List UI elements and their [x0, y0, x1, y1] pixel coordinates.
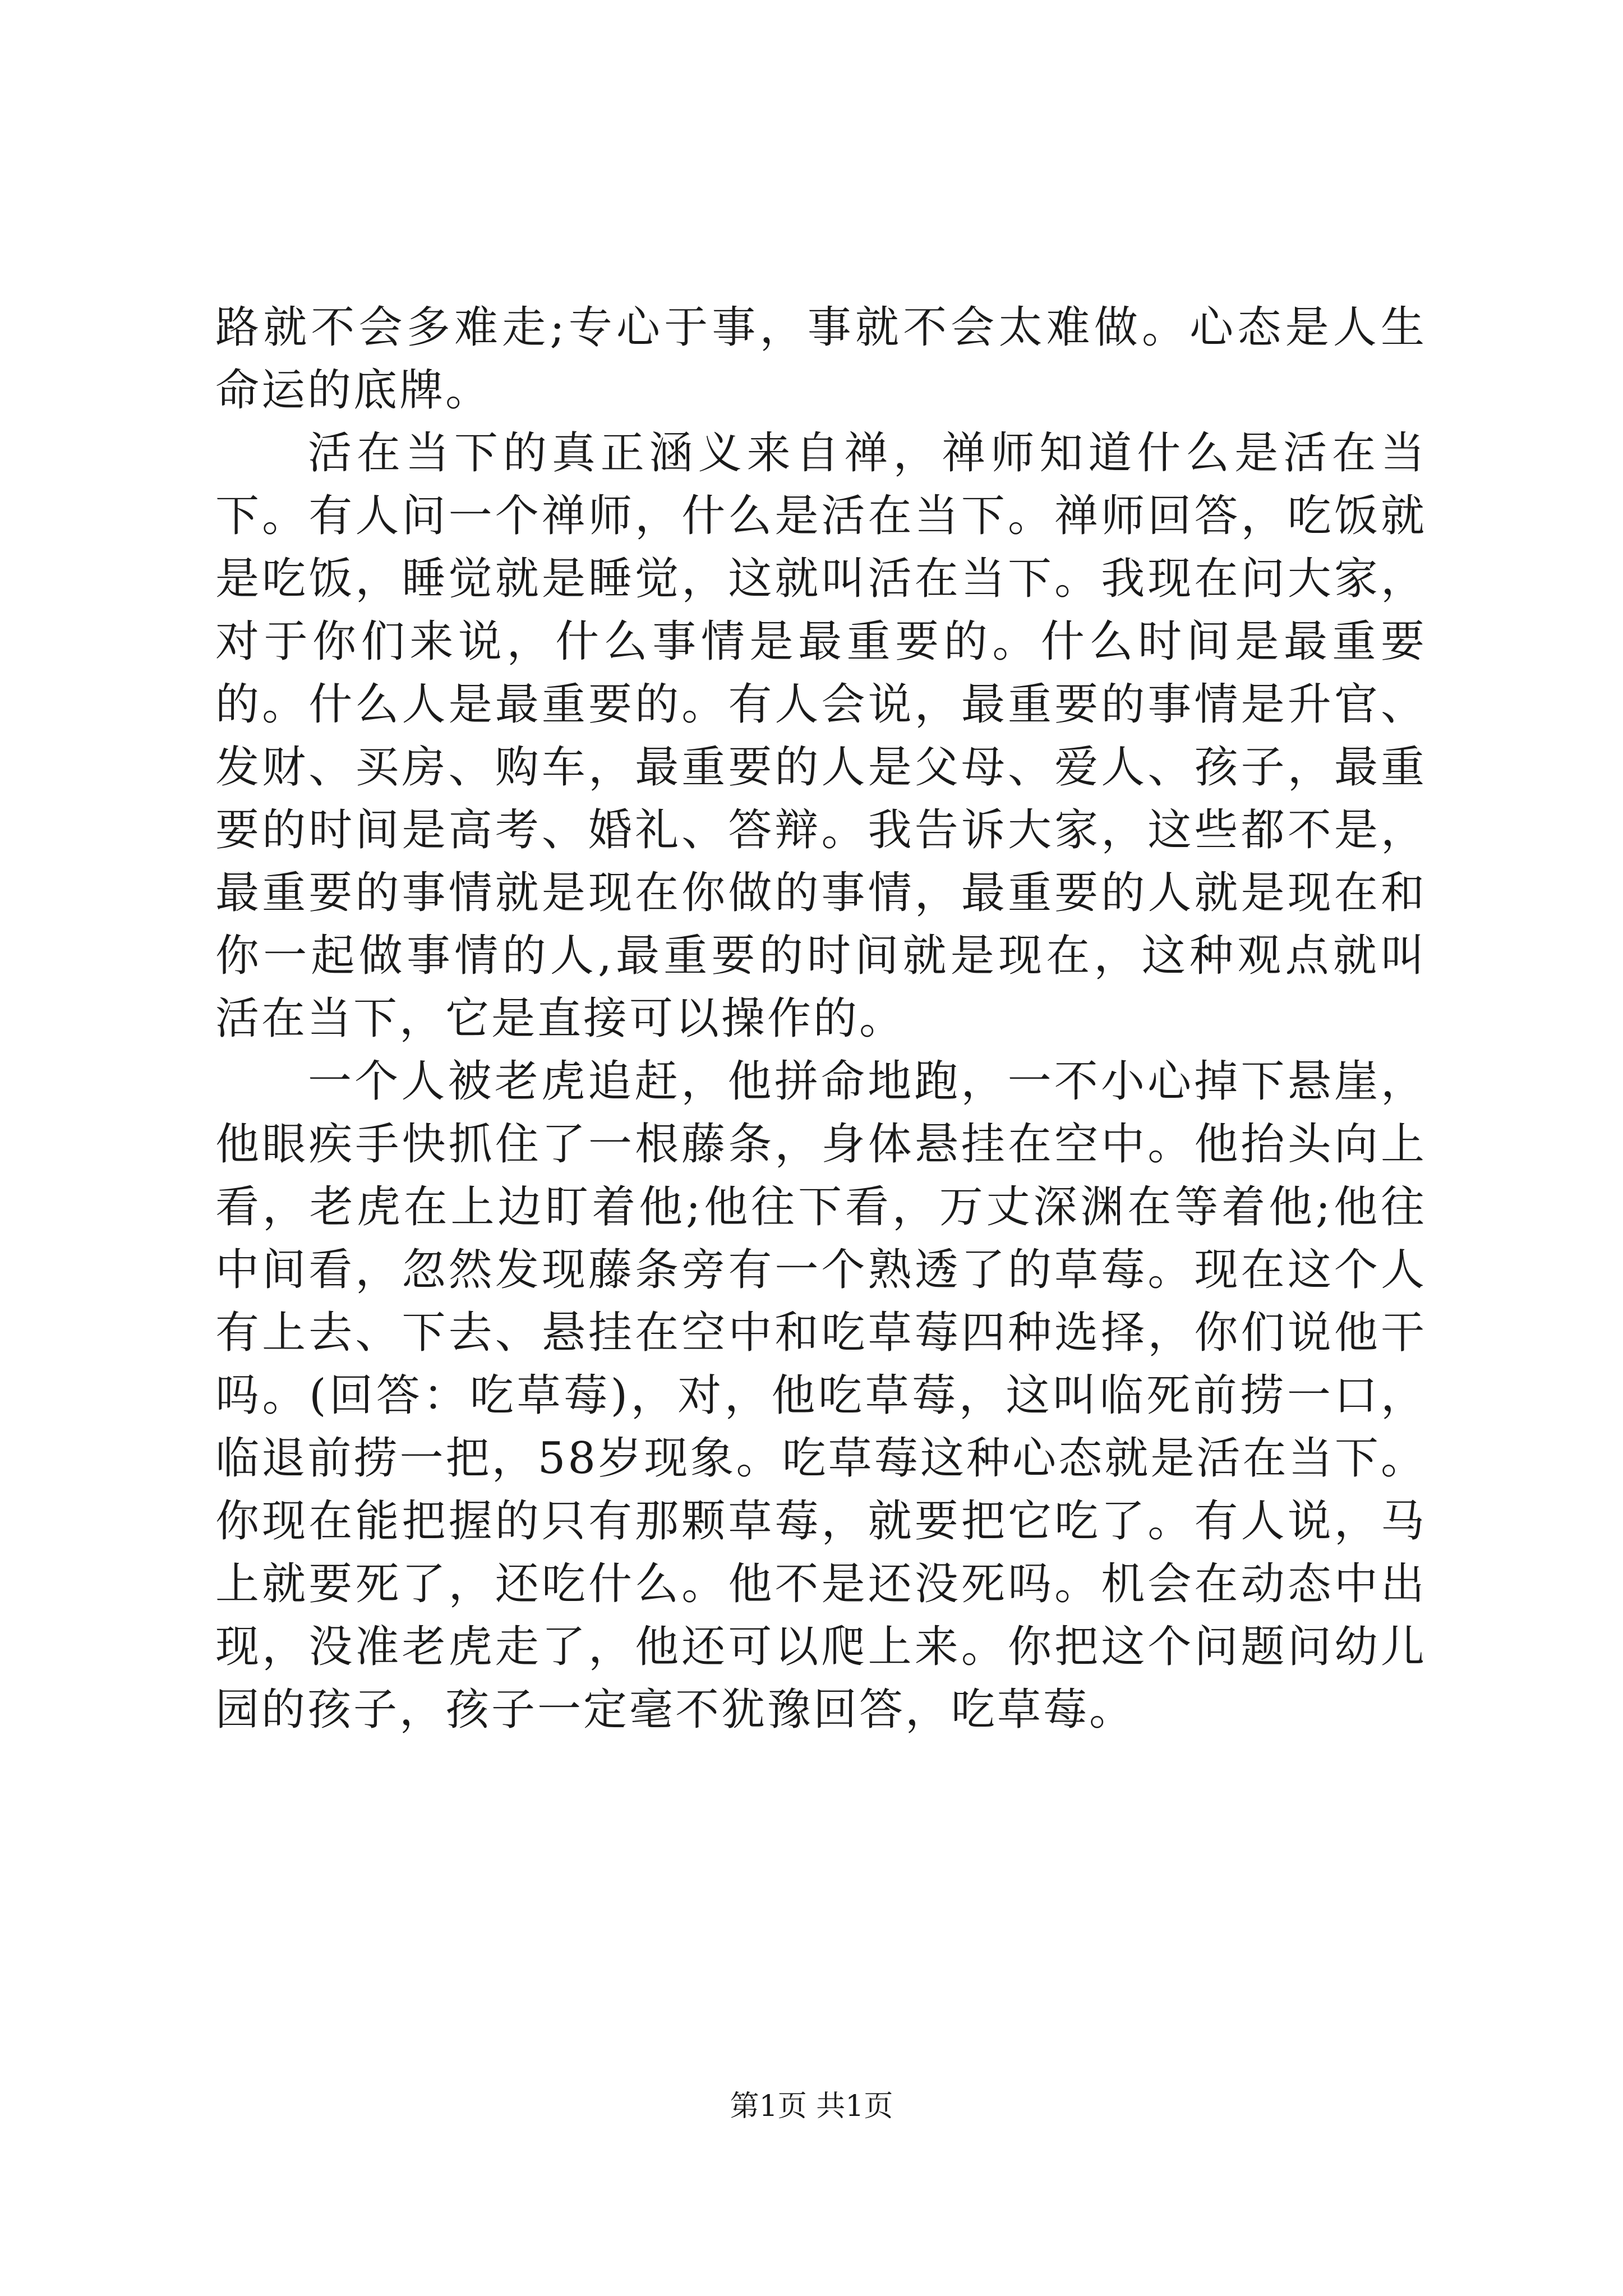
paragraph-living-in-present: 活在当下的真正涵义来自禅，禅师知道什么是活在当下。有人问一个禅师，什么是活在当下。禅师回答，吃饭就是吃饭，睡觉就是睡觉，这就叫活在当下。我现在问大家，对于你们来说，什么事情是最重要的。什么时间是最重要的。什么人是最重要的。有人会说，最重要的事情是升官、发财、买房、购车，最重要的人是父母、爱人、孩子，最重要的时间是高考、婚礼、答辩。我告诉大家，这些都不是，最重要的事情就是现在你做的事情，最重要的人就是现在和你一起做事情的人,最重要的时间就是现在，这种观点就叫活在当下，它是直接可以操作的。	[215, 428, 1427, 1044]
page-number-footer: 第1页 共1页	[730, 2090, 893, 2123]
paragraph-strawberry-story: 一个人被老虎追赶，他拼命地跑，一不小心掉下悬崖，他眼疾手快抓住了一根藤条，身体悬挂在空中。他抬头向上看，老虎在上边盯着他;他往下看，万丈深渊在等着他;他往中间看，忽然发现藤条旁有一个熟透了的草莓。现在这个人有上去、下去、悬挂在空中和吃草莓四种选择，你们说他干吗。(回答：吃草莓)，对，他吃草莓，这叫临死前捞一口，临退前捞一把，58岁现象。吃草莓这种心态就是活在当下。你现在能把握的只有那颗草莓，就要把它吃了。有人说，马上就要死了，还吃什么。他不是还没死吗。机会在动态中出现，没准老虎走了，他还可以爬上来。你把这个问题问幼儿园的孩子，孩子一定毫不犹豫回答，吃草莓。	[215, 1056, 1427, 1735]
paragraph-continuation: 路就不会多难走;专心于事，事就不会太难做。心态是人生命运的底牌。	[215, 302, 1427, 416]
document-body	[215, 296, 1427, 1741]
